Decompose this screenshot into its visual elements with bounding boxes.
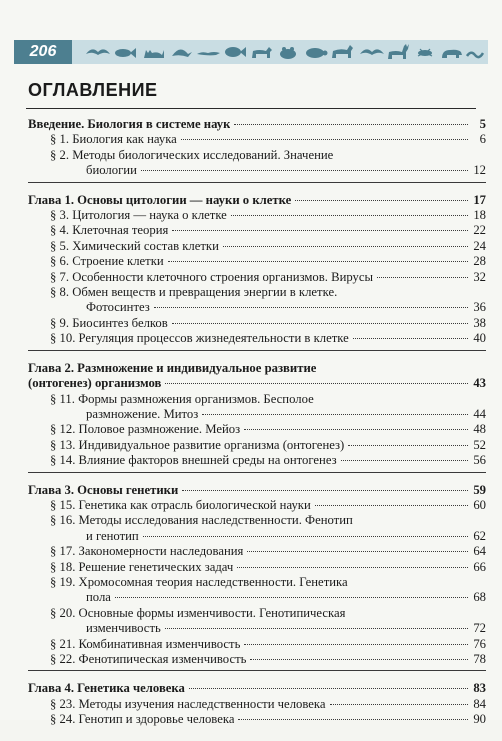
page-header-band (14, 40, 488, 64)
dot-leader (231, 215, 468, 216)
toc-entry-title: биологии (86, 163, 137, 178)
toc-page-number: 28 (473, 254, 486, 269)
toc-chapter-entry (28, 376, 486, 391)
dot-leader (295, 200, 468, 201)
toc-page-number: 43 (473, 376, 486, 391)
toc-entry-title: § 3. Цитология — наука о клетке (50, 208, 227, 223)
toc-page-number: 84 (473, 696, 486, 711)
toc-entry-title: пола (86, 590, 111, 605)
toc-entry-title: § 15. Генетика как отрасль биологической науки (50, 497, 311, 512)
toc-entry-title: § 9. Биосинтез белков (50, 315, 168, 330)
toc-paragraph-entry (28, 697, 486, 712)
dot-leader (168, 261, 468, 262)
dot-leader (115, 597, 468, 598)
dot-leader (377, 277, 468, 278)
toc-section (28, 483, 486, 672)
toc-page-number: 48 (473, 422, 486, 437)
toc-entry-title: § 19. Хромосомная теория наследственности. Генетика (50, 574, 348, 589)
toc-entry-title: и генотип (86, 528, 139, 543)
toc-page-number: 44 (473, 406, 486, 421)
toc-entry-title: § 24. Генотип и здоровье человека (50, 712, 235, 727)
toc-page-number: 78 (473, 652, 486, 666)
toc-paragraph-entry (28, 652, 486, 667)
toc-entry-title: (онтогенез) организмов (28, 376, 162, 391)
toc-paragraph-entry (28, 575, 486, 590)
toc-section (28, 361, 486, 473)
dog-icon (252, 47, 272, 58)
toc-paragraph-entry (28, 270, 486, 285)
toc-entry-title: § 16. Методы исследования наследственности. Фенотип (50, 513, 353, 528)
toc-paragraph-entry (28, 606, 486, 621)
toc-entry-title: § 14. Влияние факторов внешней среды на онтогенез (50, 453, 337, 468)
toc-page-number: 22 (473, 223, 486, 238)
toc-chapter-entry (28, 117, 486, 132)
toc-section (28, 681, 486, 730)
toc-page-number: 72 (473, 621, 486, 636)
toc-page-number: 68 (473, 590, 486, 605)
dot-leader (250, 659, 468, 660)
toc-entry-continuation (28, 590, 486, 605)
dot-leader (189, 688, 468, 689)
toc-section (28, 193, 486, 351)
toc-page-number: 76 (473, 636, 486, 651)
toc-paragraph-entry (28, 498, 486, 513)
title-divider (26, 108, 476, 109)
toc-entry-title: Глава 1. Основы цитологии — науки о клетке (28, 192, 292, 207)
toc-page-number: 59 (473, 482, 486, 497)
frog-icon (280, 47, 296, 59)
dot-leader (247, 551, 468, 552)
snake-icon (467, 53, 483, 57)
page-number: 206 (14, 40, 72, 64)
fish-icon (115, 48, 136, 58)
toc-chapter-entry (28, 681, 486, 696)
dot-leader (341, 460, 468, 461)
toc-page-number: 40 (473, 331, 486, 346)
toc-entry-title: § 22. Фенотипическая изменчивость (50, 652, 247, 666)
toc-entry-continuation (28, 407, 486, 422)
toc-entry-title: § 20. Основные формы изменчивости. Генотипическая (50, 605, 346, 620)
table-of-contents-title: ОГЛАВЛЕНИЕ (28, 80, 158, 100)
toc-entry-title: § 5. Химический состав клетки (50, 238, 219, 253)
toc-paragraph-entry (28, 453, 486, 468)
cat-icon (144, 50, 164, 58)
toc-entry-title: § 2. Методы биологических исследований. Значение (50, 147, 334, 162)
toc-page-number: 60 (473, 497, 486, 512)
toc-chapter-entry (28, 361, 486, 376)
dot-leader (182, 490, 468, 491)
toc-entry-title: § 10. Регуляция процессов жизнедеятельности в клетке (50, 331, 349, 346)
toc-paragraph-entry (28, 422, 486, 437)
turtle-icon (306, 48, 328, 58)
animal-silhouettes-decoration (84, 42, 484, 62)
toc-paragraph-entry (28, 637, 486, 652)
toc-page-number: 12 (473, 163, 486, 178)
toc-entry-title: Фотосинтез (86, 300, 150, 315)
insect-icon (418, 49, 432, 56)
toc-entry-continuation (28, 300, 486, 315)
toc-entry-continuation (28, 163, 486, 178)
toc-entry-title: § 13. Индивидуальное развитие организма (онтогенез) (50, 437, 345, 452)
toc-section (28, 117, 486, 183)
toc-paragraph-entry (28, 544, 486, 559)
toc-paragraph-entry (28, 208, 486, 223)
bird-icon (86, 49, 110, 55)
dot-leader (244, 644, 468, 645)
toc-entry-title: § 6. Строение клетки (50, 254, 164, 269)
deer-icon (388, 44, 409, 59)
toc-entry-title: Глава 4. Генетика человека (28, 681, 185, 696)
toc-entry-title: Введение. Биология в системе наук (28, 117, 231, 131)
toc-entry-title: § 7. Особенности клеточного строения организмов. Вирусы (50, 269, 374, 284)
lizard-icon (197, 52, 220, 55)
toc-paragraph-entry (28, 316, 486, 331)
toc-entry-title: Глава 2. Размножение и индивидуальное развитие (28, 360, 317, 375)
toc-paragraph-entry (28, 148, 486, 163)
bird-icon (360, 49, 384, 55)
toc-page-number: 5 (479, 117, 486, 131)
dot-leader (181, 139, 468, 140)
toc-page-number: 24 (473, 238, 486, 253)
toc-entry-continuation (28, 529, 486, 544)
dot-leader (165, 383, 468, 384)
dot-leader (202, 414, 468, 415)
toc-chapter-entry (28, 483, 486, 498)
toc-entry-title: § 18. Решение генетических задач (50, 559, 234, 574)
toc-entry-title: § 11. Формы размножения организмов. Бесполое (50, 391, 314, 406)
toc-entry-title: § 1. Биология как наука (50, 132, 177, 147)
toc-paragraph-entry (28, 392, 486, 407)
dot-leader (223, 246, 468, 247)
toc-paragraph-entry (28, 239, 486, 254)
toc-page-number: 66 (473, 559, 486, 574)
toc-page-number: 6 (479, 132, 486, 147)
toc-entry-title: Глава 3. Основы генетики (28, 482, 179, 497)
toc-page-number: 52 (473, 437, 486, 452)
toc-paragraph-entry (28, 254, 486, 269)
bird-icon (172, 49, 192, 57)
dot-leader (315, 505, 468, 506)
toc-paragraph-entry (28, 285, 486, 300)
toc-entry-title: § 21. Комбинативная изменчивость (50, 636, 241, 651)
dot-leader (244, 429, 468, 430)
dot-leader (348, 445, 468, 446)
dot-leader (172, 230, 468, 231)
dot-leader (154, 307, 468, 308)
toc-paragraph-entry (28, 438, 486, 453)
toc-page-number: 64 (473, 544, 486, 559)
toc-page-number: 38 (473, 315, 486, 330)
toc-paragraph-entry (28, 132, 486, 147)
toc-chapter-entry (28, 193, 486, 208)
toc-page-number: 83 (473, 681, 486, 696)
fish-icon (225, 47, 246, 57)
toc-paragraph-entry (28, 513, 486, 528)
dot-leader (165, 628, 468, 629)
toc-page-number: 32 (473, 269, 486, 284)
toc-entry-title: § 23. Методы изучения наследственности человека (50, 696, 326, 711)
toc-entry-title: размножение. Митоз (86, 406, 199, 421)
toc-page-number: 18 (473, 208, 486, 223)
toc-entry-title: § 12. Половое размножение. Мейоз (50, 422, 241, 437)
dot-leader (141, 170, 468, 171)
dot-leader (237, 567, 468, 568)
toc-page-number: 56 (473, 453, 486, 468)
table-of-contents (28, 117, 486, 741)
toc-entry-title: § 17. Закономерности наследования (50, 544, 244, 559)
dot-leader (234, 124, 468, 125)
toc-paragraph-entry (28, 560, 486, 575)
toc-page-number: 17 (473, 192, 486, 207)
dot-leader (143, 536, 468, 537)
toc-paragraph-entry (28, 331, 486, 346)
toc-page-number: 62 (473, 528, 486, 543)
toc-paragraph-entry (28, 223, 486, 238)
toc-page-number: 36 (473, 300, 486, 315)
dot-leader (353, 338, 468, 339)
toc-entry-title: § 4. Клеточная теория (50, 223, 169, 238)
horse-icon (332, 45, 353, 58)
dot-leader (172, 323, 468, 324)
bear-icon (442, 50, 462, 58)
dot-leader (330, 704, 468, 705)
toc-entry-title: § 8. Обмен веществ и превращения энергии в клетке. (50, 285, 338, 300)
toc-page-number: 90 (473, 712, 486, 727)
toc-entry-title: изменчивость (86, 621, 161, 636)
toc-entry-continuation (28, 621, 486, 636)
